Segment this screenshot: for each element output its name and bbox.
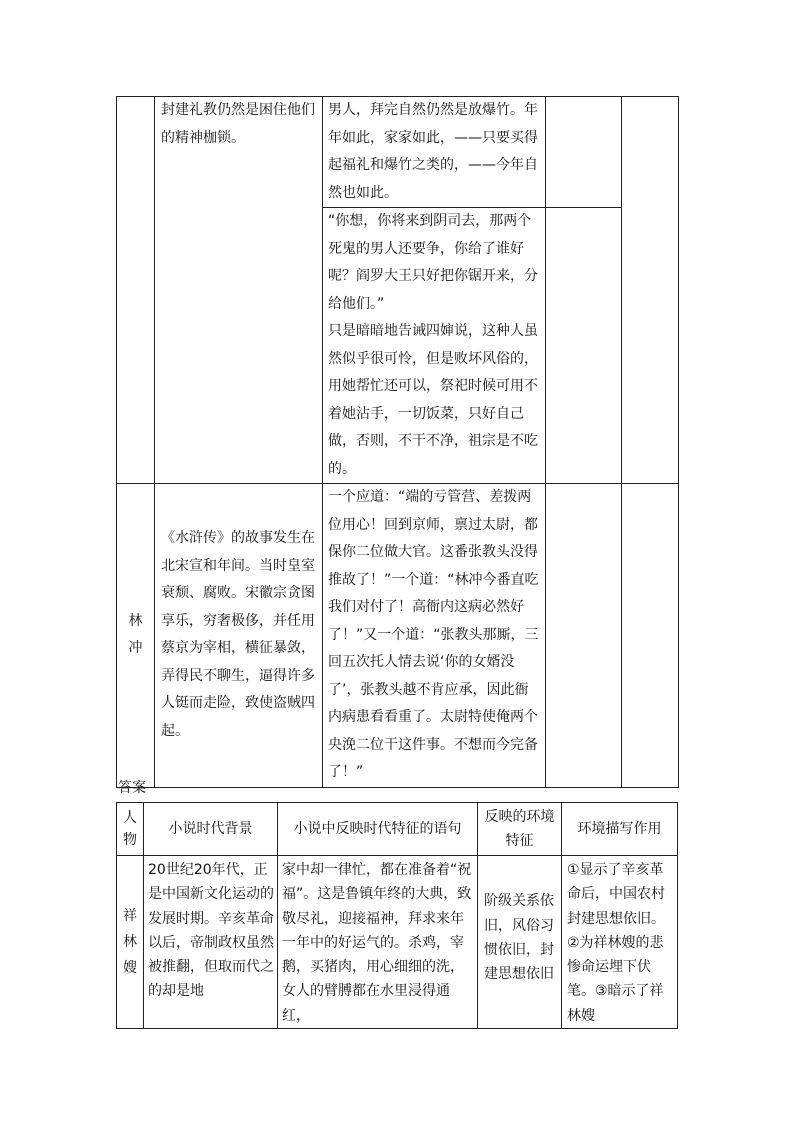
header-char: 物 xyxy=(123,832,137,848)
env-cell xyxy=(546,97,622,208)
quote-text-a: “你想，你将来到阴司去，那两个死鬼的男人还要争，你给了谁好呢？阎罗大王只好把你锯开来，分给他们。” xyxy=(328,213,538,312)
header-char: 人 xyxy=(123,810,137,826)
background-cell xyxy=(155,484,323,788)
header-row xyxy=(117,803,678,856)
header-person xyxy=(117,803,144,856)
answer-label: 答案 xyxy=(118,780,146,796)
env-text: 阶级关系依旧，风俗习惯依旧，封建思想依旧 xyxy=(484,893,554,983)
name-char: 嫂 xyxy=(123,960,137,977)
analysis-table-top xyxy=(116,96,679,788)
background-cell xyxy=(144,856,278,1029)
table-row xyxy=(117,484,679,788)
quote-text-b: 只是暗暗地告诫四婶说，这种人虽然似乎很可怜，但是败坏风俗的，用她帮忙还可以，祭祀时候可用不着她沾手，一切饭菜，只好自己做，否则，不干不净，祖宗是不吃的。 xyxy=(328,323,538,477)
name-cell xyxy=(117,856,144,1029)
name-cell-empty xyxy=(117,97,155,484)
effect-cell xyxy=(622,484,679,788)
env-cell xyxy=(478,856,562,1029)
quote-cell xyxy=(323,97,546,208)
header-background: 小说时代背景 xyxy=(144,803,278,856)
quote-text: 家中却一律忙，都在准备着“祝福”。这是鲁镇年终的大典，致敬尽礼，迎接福神，拜求来年一年中的好运气的。杀鸡，宰鹅，买猪肉，用心细细的洗，女人的臂膊都在水里浸得通红， xyxy=(282,862,472,1024)
quote-text: 一个应道：“端的亏管营、差拨两位用心！回到京师，禀过太尉，都保你二位做大官。这番张教头没得推故了！”一个道：“林冲今番直吃我们对付了！高衙内这病必然好了！”又一个道：“张教头那厮，三回五次托人情去说‘你的女婿没了’，张教头越不肯应承，因此衙内病患看看重了。太尉特使俺两个央浼二位干这件事。不想而今完备了！” xyxy=(328,489,539,780)
background-text: 封建礼教仍然是困住他们的精神枷锁。 xyxy=(161,102,315,146)
name-char: 祥 xyxy=(123,908,137,925)
table-row xyxy=(117,856,678,1029)
header-env: 反映的环境特征 xyxy=(478,803,562,856)
effect-cell xyxy=(622,97,679,484)
answer-table xyxy=(116,802,678,1029)
quote-cell xyxy=(278,856,478,1029)
effect-text: ①显示了辛亥革命后，中国农村封建思想依旧。②为祥林嫂的悲惨命运埋下伏笔。③暗示了祥林嫂 xyxy=(567,862,665,1024)
table-row xyxy=(117,97,679,208)
name-char: 林 xyxy=(123,934,137,951)
header-quote: 小说中反映时代特征的语句 xyxy=(278,803,478,856)
quote-text: 男人，拜完自然仍然是放爆竹。年年如此，家家如此，——只要买得起福礼和爆竹之类的，——今年自然也如此。 xyxy=(328,102,538,201)
env-cell xyxy=(546,208,622,484)
header-effect: 环境描写作用 xyxy=(562,803,678,856)
background-text: 《水浒传》的故事发生在北宋宣和年间。当时皇室衰颓、腐败。宋徽宗贪图享乐，穷奢极侈，并任用蔡京为宰相，横征暴敛，弄得民不聊生，逼得许多人铤而走险，致使盗贼四起。 xyxy=(161,530,315,739)
effect-cell xyxy=(562,856,678,1029)
background-text: 20世纪20年代，正是中国新文化运动的发展时期。辛亥革命以后，帝制政权虽然被推翻，但取而代之的却是地 xyxy=(148,862,274,1000)
name-char: 冲 xyxy=(128,640,143,657)
name-cell xyxy=(117,484,155,788)
quote-cell xyxy=(323,208,546,484)
env-cell xyxy=(546,484,622,788)
name-char: 林 xyxy=(128,612,143,629)
quote-cell xyxy=(323,484,546,788)
background-cell xyxy=(155,97,323,484)
